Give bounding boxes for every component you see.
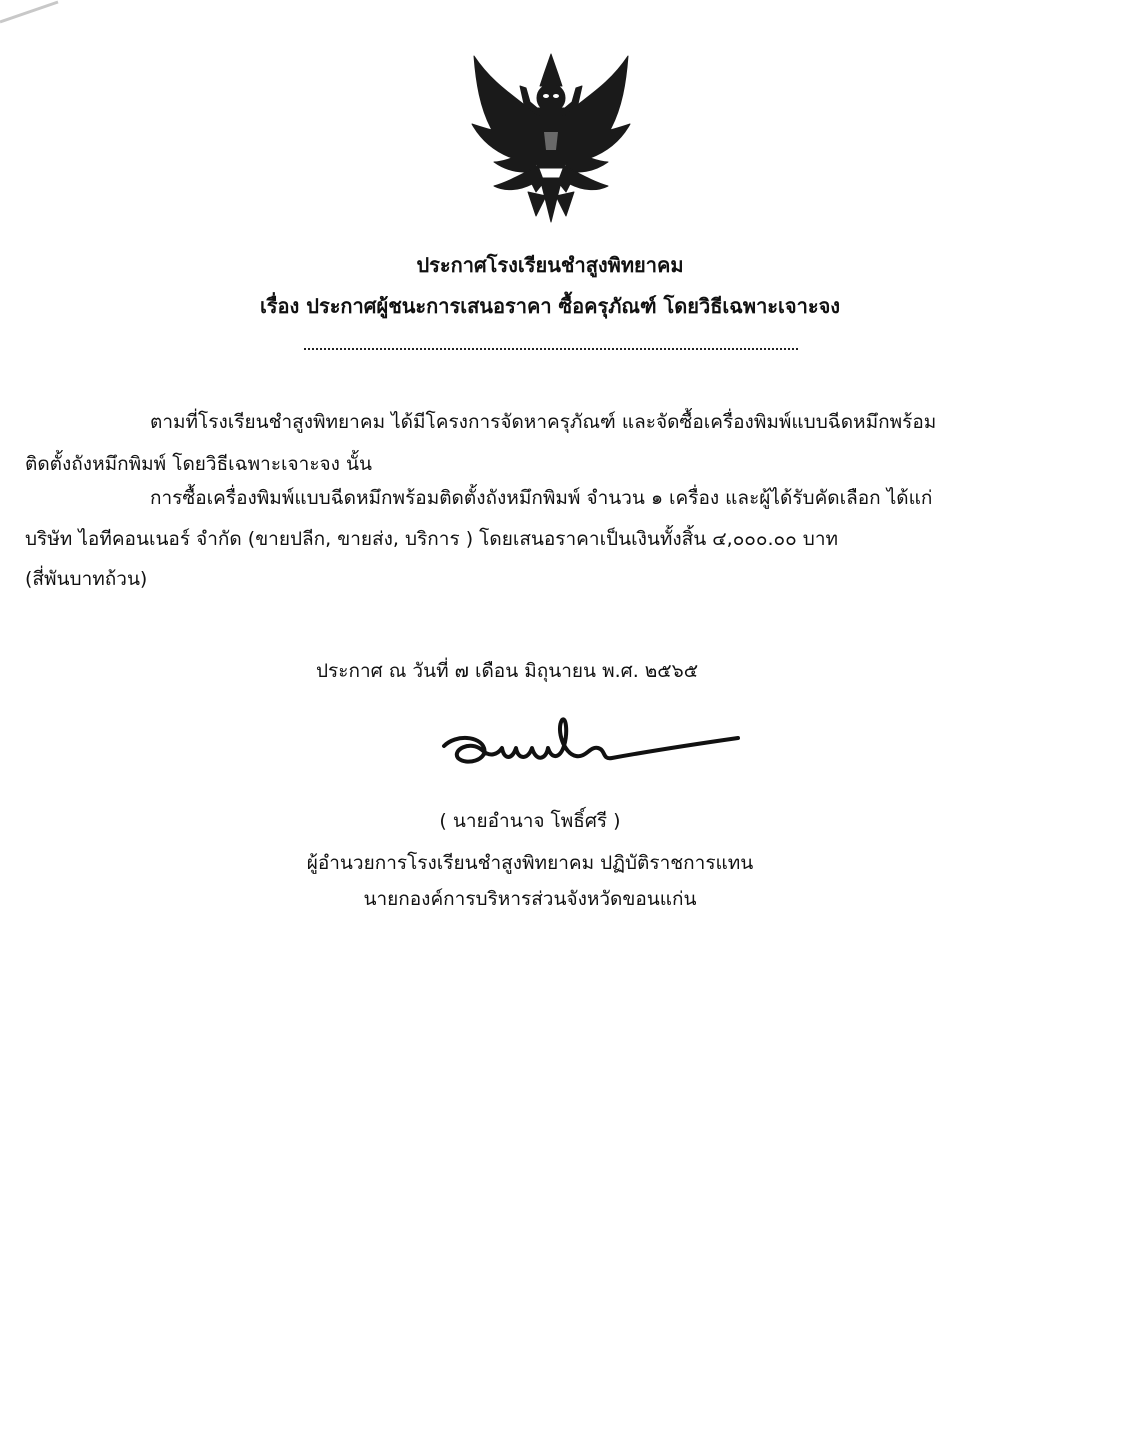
garuda-emblem-icon — [466, 46, 636, 226]
signatory-organization: นายกองค์การบริหารส่วนจังหวัดขอนแก่น — [363, 888, 697, 910]
announcement-date: ประกาศ ณ วันที่ ๗ เดือน มิถุนายน พ.ศ. ๒๕๖๕ — [316, 660, 699, 682]
body-paragraph-1-line-1: ตามที่โรงเรียนชำสูงพิทยาคม ได้มีโครงการจัดหาครุภัณฑ์ และจัดซื้อเครื่องพิมพ์แบบฉีดหมึกพร้อม — [150, 411, 937, 433]
signatory-position: ผู้อำนวยการโรงเรียนชำสูงพิทยาคม ปฏิบัติราชการแทน — [306, 852, 754, 874]
signatory-name: ( นายอำนาจ โพธิ์ศรี ) — [439, 810, 621, 832]
announcement-title: ประกาศโรงเรียนชำสูงพิทยาคม — [416, 253, 684, 277]
body-paragraph-2-line-2: บริษัท ไอทีคอนเนอร์ จำกัด (ขายปลีก, ขายส่ง, บริการ ) โดยเสนอราคาเป็นเงินทั้งสิ้น ๔,๐๐๐.๐๐ บาท — [25, 528, 839, 550]
scan-corner-mark — [0, 0, 70, 30]
body-paragraph-1-line-2: ติดตั้งถังหมึกพิมพ์ โดยวิธีเฉพาะเจาะจง นั้น — [25, 453, 372, 475]
body-paragraph-2-line-3: (สี่พันบาทถ้วน) — [25, 568, 148, 590]
body-paragraph-2-line-1: การซื้อเครื่องพิมพ์แบบฉีดหมึกพร้อมติดตั้งถังหมึกพิมพ์ จำนวน ๑ เครื่อง และผู้ได้รับคัดเลือก ได้แก่ — [150, 487, 933, 509]
handwritten-signature — [436, 710, 742, 780]
dotted-divider — [304, 348, 798, 350]
announcement-subject: เรื่อง ประกาศผู้ชนะการเสนอราคา ซื้อครุภัณฑ์ โดยวิธีเฉพาะเจาะจง — [259, 294, 841, 318]
